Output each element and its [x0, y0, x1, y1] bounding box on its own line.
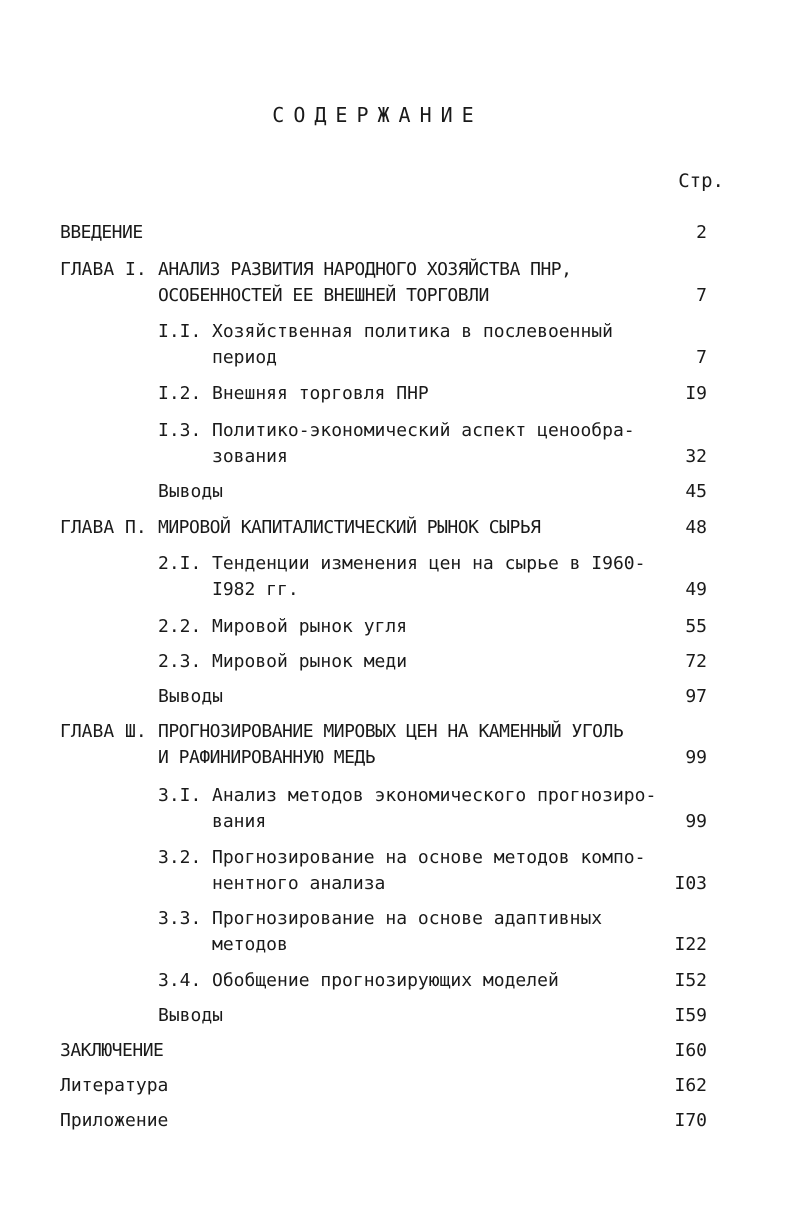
toc-chapter-3-label: ГЛАВА Ш.	[60, 721, 147, 742]
toc-section-3-1-number: 3.I.	[158, 785, 202, 806]
toc-section-2-3-title: Мировой рынок меди	[212, 651, 408, 672]
toc-page-number: 45	[685, 481, 707, 502]
toc-entry-conclusion: ЗАКЛЮЧЕНИЕ	[60, 1040, 164, 1061]
toc-page-number: 97	[685, 686, 707, 707]
toc-page-number: I52	[674, 970, 707, 991]
toc-section-1-1-title: Хозяйственная политика в послевоенный	[212, 321, 613, 342]
toc-conclusions-ch3: Выводы	[158, 1005, 224, 1026]
toc-chapter-1-label: ГЛАВА I.	[60, 259, 147, 280]
toc-chapter-2-label: ГЛАВА П.	[60, 517, 147, 538]
toc-section-1-3-title-cont: зования	[212, 446, 288, 467]
toc-section-2-1-number: 2.I.	[158, 553, 202, 574]
toc-page-number: I70	[674, 1110, 707, 1131]
toc-section-2-1-title: Тенденции изменения цен на сырье в I960-	[212, 553, 646, 574]
toc-page-number: 55	[685, 616, 707, 637]
toc-page-number: 7	[696, 347, 707, 368]
toc-section-1-3-title: Политико-экономический аспект ценообра-	[212, 420, 635, 441]
toc-chapter-1-title-cont: ОСОБЕННОСТЕЙ ЕЕ ВНЕШНЕЙ ТОРГОВЛИ	[158, 285, 489, 306]
toc-section-1-2-title: Внешняя торговля ПНР	[212, 383, 429, 404]
toc-page-number: 2	[696, 222, 707, 243]
toc-page-number: 7	[696, 285, 707, 306]
toc-page-number: 99	[685, 747, 707, 768]
page-column-label: Стр.	[678, 170, 724, 192]
toc-page-number: I62	[674, 1075, 707, 1096]
toc-page-number: 49	[685, 579, 707, 600]
toc-section-3-1-title-cont: вания	[212, 811, 267, 832]
toc-section-2-3-number: 2.3.	[158, 651, 202, 672]
toc-section-3-1-title: Анализ методов экономического прогнозиро-	[212, 785, 657, 806]
toc-page-number: I03	[674, 873, 707, 894]
toc-section-3-4-title: Обобщение прогнозирующих моделей	[212, 970, 559, 991]
toc-section-3-2-title: Прогнозирование на основе методов компо-	[212, 847, 646, 868]
toc-page-number: I22	[674, 934, 707, 955]
toc-section-3-4-number: 3.4.	[158, 970, 202, 991]
toc-section-2-2-title: Мировой рынок угля	[212, 616, 408, 637]
page-title: СОДЕРЖАНИЕ	[272, 103, 483, 127]
toc-section-1-3-number: I.3.	[158, 420, 202, 441]
toc-section-3-3-title: Прогнозирование на основе адаптивных	[212, 908, 603, 929]
toc-section-1-1-number: I.I.	[158, 321, 202, 342]
toc-entry-appendix: Приложение	[60, 1110, 169, 1131]
toc-section-3-2-title-cont: нентного анализа	[212, 873, 386, 894]
toc-entry-introduction: ВВЕДЕНИЕ	[60, 222, 143, 243]
toc-chapter-3-title-cont: И РАФИНИРОВАННУЮ МЕДЬ	[158, 747, 376, 768]
toc-page-number: I59	[674, 1005, 707, 1026]
toc-conclusions-ch1: Выводы	[158, 481, 224, 502]
toc-page-number: 72	[685, 651, 707, 672]
toc-section-1-1-title-cont: период	[212, 347, 278, 368]
toc-chapter-3-title: ПРОГНОЗИРОВАНИЕ МИРОВЫХ ЦЕН НА КАМЕННЫЙ УГОЛЬ	[158, 721, 624, 742]
toc-page-number: 99	[685, 811, 707, 832]
toc-section-3-2-number: 3.2.	[158, 847, 202, 868]
toc-page-number: I9	[685, 383, 707, 404]
toc-chapter-1-title: АНАЛИЗ РАЗВИТИЯ НАРОДНОГО ХОЗЯЙСТВА ПНР,	[158, 259, 572, 280]
toc-page-number: 48	[685, 517, 707, 538]
toc-section-1-2-number: I.2.	[158, 383, 202, 404]
toc-section-3-3-title-cont: методов	[212, 934, 288, 955]
toc-conclusions-ch2: Выводы	[158, 686, 224, 707]
toc-entry-literature: Литература	[60, 1075, 169, 1096]
toc-page-number: 32	[685, 446, 707, 467]
toc-section-3-3-number: 3.3.	[158, 908, 202, 929]
toc-section-2-1-title-cont: I982 гг.	[212, 579, 299, 600]
toc-section-2-2-number: 2.2.	[158, 616, 202, 637]
toc-chapter-2-title: МИРОВОЙ КАПИТАЛИСТИЧЕСКИЙ РЫНОК СЫРЬЯ	[158, 517, 541, 538]
toc-page-number: I60	[674, 1040, 707, 1061]
